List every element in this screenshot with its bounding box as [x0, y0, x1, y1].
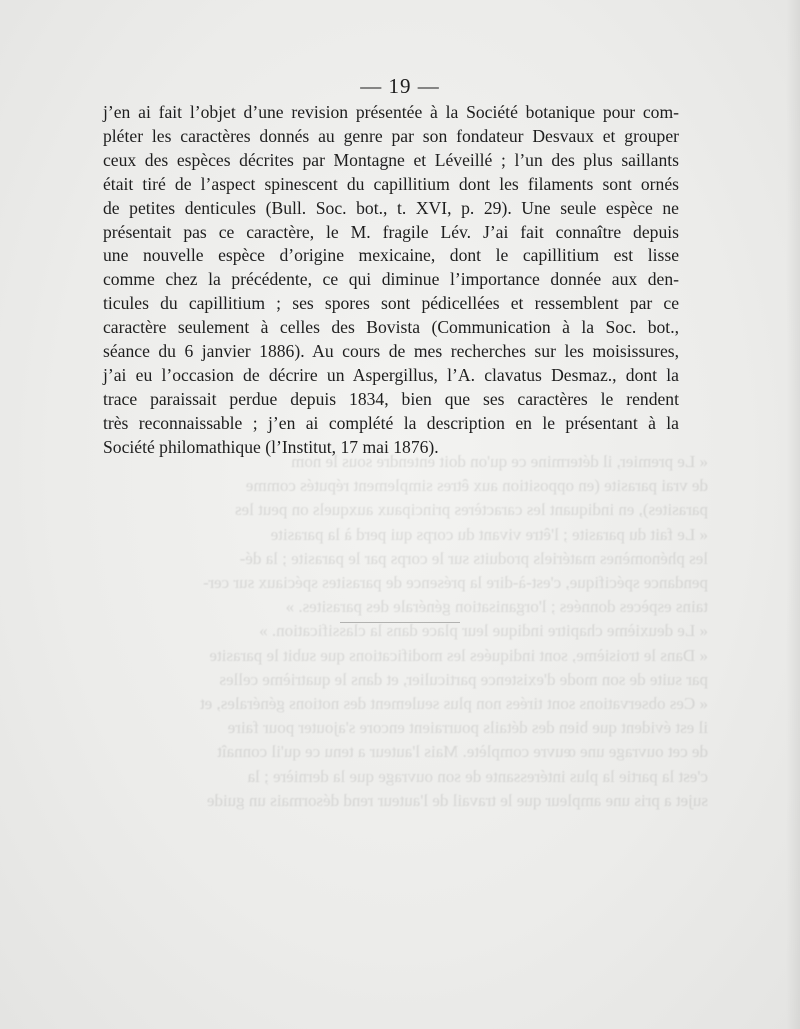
bleed-line: il est évident que bien des détails pourraient encore s'ajouter pour faire — [227, 718, 708, 738]
text-line: Société philomathique (l’Institut, 17 mai 1876). — [103, 436, 439, 457]
text-line: ticules du capillitium ; ses spores sont pédicellées et ressemblent par ce — [103, 293, 679, 314]
bleed-line: de cet ouvrage une œuvre complète. Mais l'auteur a tenu ce qu'il connaît — [217, 742, 708, 762]
text-line: ceux des espèces décrites par Montagne et Léveillé ; l’un des plus saillants — [103, 149, 679, 170]
text-line: j’ai eu l’occasion de décrire un Aspergillus, l’A. clavatus Desmaz., dont la — [103, 364, 679, 385]
bleed-line: « Le fait du parasite ; l'être vivant du corps qui perd à la parasite — [270, 524, 708, 544]
body-paragraph — [103, 101, 679, 460]
text-line: comme chez la précédente, ce qui diminue l’importance donnée aux den- — [103, 269, 679, 290]
text-line: pléter les caractères donnés au genre par son fondateur Desvaux et grouper — [103, 125, 679, 146]
text-line: de petites denticules (Bull. Soc. bot., t. XVI, p. 29). Une seule espèce ne — [103, 197, 679, 218]
bleed-line: « Ces observations sont tirées non plus seulement des notions générales, et — [199, 694, 708, 714]
bleed-line: « Dans le troisième, sont indiquées les modifications que subit le parasite — [209, 645, 708, 665]
bleed-line: parasites), en indiquant les caractères principaux auxquels on peut les — [235, 500, 708, 520]
bleed-through-rule — [340, 622, 460, 623]
text-line: une nouvelle espèce d’origine mexicaine, dont le capillitium est lisse — [103, 245, 679, 266]
bleed-through-text — [88, 450, 708, 813]
bleed-line: par suite de son mode d'existence particulier, et dans le quatrième celles — [219, 669, 708, 689]
text-line: présentait pas ce caractère, le M. fragile Lév. J’ai fait connaître depuis — [103, 221, 679, 242]
bleed-line: tains espèces données ; l'organisation générale des parasites. » — [285, 597, 708, 617]
bleed-line: « Le deuxième chapitre indique leur place dans la classification. » — [259, 621, 708, 641]
text-line: j’en ai fait l’objet d’une revision présentée à la Société botanique pour com- — [103, 102, 679, 122]
bleed-line: sujet a pris une ampleur que le travail de l'auteur rend désormais un guide — [206, 790, 708, 810]
text-line: très reconnaissable ; j’en ai complété la description en le présentant à la — [103, 412, 679, 433]
text-line: trace paraissait perdue depuis 1834, bien que ses caractères le rendent — [103, 388, 679, 409]
bleed-line: c'est la partie la plus intéressante de son ouvrage que la dernière ; la — [247, 766, 708, 786]
page-number: — 19 — — [360, 74, 440, 98]
bleed-line: « Le premier, il détermine ce qu'on doit entendre sous le nom — [291, 452, 708, 471]
text-line: était tiré de l’aspect spinescent du capillitium dont les filaments sont ornés — [103, 173, 679, 194]
bleed-line: de vrai parasite (en opposition aux êtres simplement réputés comme — [245, 476, 708, 496]
bleed-line: les phénomènes matériels produits sur le corps par le parasite ; la dé- — [239, 548, 708, 568]
bleed-line: pendance spécifique, c'est-à-dire la présence de parasites spéciaux sur cer- — [203, 573, 708, 593]
text-line: séance du 6 janvier 1886). Au cours de mes recherches sur les moisissures, — [103, 341, 679, 362]
page-edge-shadow — [786, 0, 800, 1029]
text-line: caractère seulement à celles des Bovista (Communication à la Soc. bot., — [103, 317, 679, 338]
